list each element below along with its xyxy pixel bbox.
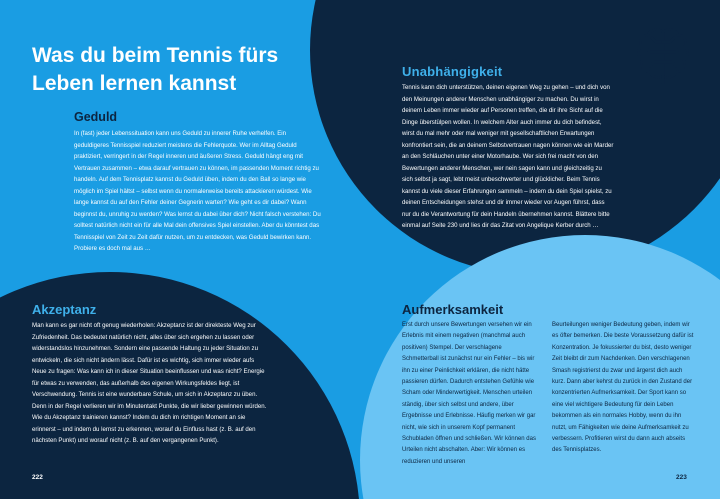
body-unabhaengigkeit: Tennis kann dich unterstützen, deinen eigenen Weg zu gehen – und dich von den Meinungen anderer Menschen unabhängiger zu machen. Du wirst in deinem Leben immer wieder auf Personen treffen, die dir ihre Sicht auf die Dinge überstülpen wollen. In welchem Alter auch immer du dich befindest, wirst du mal mehr oder mal weniger mit gesellschaftlichen Erwartungen konfrontiert sein, die an deinem Selbstvertrauen nagen können wie ein Marder an den Schläuchen unter einer Motorhaube. Wer sich frei macht von den Bewertungen anderer Menschen, wer nein sagen kann und gleichzeitig zu sich selbst ja sagt, lebt meist unbeschwerter und glücklicher. Beim Tennis kannst du viele dieser Erfahrungen sammeln – indem du dein Spiel spielst, zu deinen Entscheidungen stehst und dir immer wieder vor Augen führst, dass nur du die Verantwortung für dein Handeln übernehmen kannst. Blättere bitte einmal auf Seite 230 und lies dir das Zitat von Angelique Kerber durch …: [402, 84, 614, 229]
body-akzeptanz: Man kann es gar nicht oft genug wiederholen: Akzeptanz ist der direkteste Weg zur Zufriedenheit. Das bedeutet natürlich nicht, alles über sich ergehen zu lassen oder widerstandslos hinzunehmen. Sondern eine passende Haltung zu jeder Situation zu entwickeln, die sich nicht ändern lässt. Dafür ist es wichtig, sich immer wieder aufs Neue zu fragen: Was kann ich in dieser Situation beeinflussen und was nicht? Energie für etwas zu verwenden, das außerhalb des eigenen Wirkungsfeldes liegt, ist Verschwendung. Tennis ist eine wunderbare Schule, um sich in Akzeptanz zu üben. Denn in der Regel verlieren wir im Minutentakt Punkte, die wir lieber gewinnen würden. Wie du Akzeptanz trainieren kannst? Indem du dich im richtigen Moment an sie erinnerst – und indem du lernst zu erkennen, worauf du Einfluss hast (z. B. auf den nächsten Punkt) und worauf nicht (z. B. auf den vergangenen Punkt).: [32, 322, 267, 444]
heading-akzeptanz: Akzeptanz: [32, 302, 97, 317]
body-aufmerksamkeit-col1: Erst durch unsere Bewertungen versehen wir ein Erlebnis mit einem negativen (manchmal auch positiven) Stempel. Der verschlagene Schmetterball ist zunächst nur ein Fehler – bis wir ihn zu einer Peinlichkeit erklären, die nicht hätte passieren dürfen. Dadurch entstehen Gefühle wie Scham oder Minderwertigkeit. Menschen urteilen ständig, über sich selbst und andere, über Ergebnisse und Erlebnisse. Häufig merken wir gar nicht, wie sich in unserem Kopf permanent Schubladen öffnen und schließen. Wir können das Urteilen nicht abschalten. Aber: Wir können es reduzieren und unseren: [402, 322, 536, 465]
brain-icon: [636, 26, 690, 86]
page-number-right: 223: [676, 474, 687, 481]
page-number-left: 222: [32, 474, 43, 481]
body-aufmerksamkeit-col2: Beurteilungen weniger Bedeutung geben, indem wir es öfter bemerken. Die beste Voraussetzung dafür ist Konzentration. Je fokussierter du bist, desto weniger Zeit bleibt dir zum Nachdenken. Den verschlagenen Smash registrierst du zwar und ärgerst dich auch kurz. Dann aber kehrst du zurück in den Zustand der konzentrierten Aufmerksamkeit. Der Sport kann so eine viel wichtigere Bedeutung für dein Leben bekommen als ein normales Hobby, wenn du ihn nutzt, um Fähigkeiten wie deine Aufmerksamkeit zu verbessern. Profitieren wirst du dann auch abseits des Tennisplatzes.: [552, 322, 694, 454]
heading-aufmerksamkeit: Aufmerksamkeit: [402, 302, 504, 317]
body-geduld: In (fast) jeder Lebenssituation kann uns Geduld zu innerer Ruhe verhelfen. Ein geduldigeres Tennisspiel reduziert meistens die Fehlerquote. Wer im Alltag Geduld praktiziert, verringert in der Regel inneren und äußeren Stress. Geduld hängt eng mit Vertrauen zusammen – etwa darauf vertrauen zu können, im passenden Moment richtig zu handeln. Auf dem Tennisplatz kannst du Geduld üben, indem du den Ball so lange wie möglich im Spiel hältst – selbst wenn du normalerweise bereits attackieren würdest. Wie lange kannst du auf den Fehler deiner Gegnerin warten? Wie geht es dir dabei? Wann beginnst du, unruhig zu werden? Was lernst du dabei über dich? Nicht falsch verstehen: Du solltest natürlich nicht ein für alle Mal dein offensives Spiel einstellen. Aber du könntest das Tennisspiel von Zeit zu Zeit dafür nutzen, um zu entdecken, was Geduld bewirken kann. Probiere es doch mal aus …: [74, 130, 321, 253]
page-title: Was du beim Tennis fürs Leben lernen kannst: [32, 44, 279, 95]
heading-geduld: Geduld: [74, 110, 118, 124]
heading-unabhaengigkeit: Unabhängigkeit: [402, 64, 503, 79]
